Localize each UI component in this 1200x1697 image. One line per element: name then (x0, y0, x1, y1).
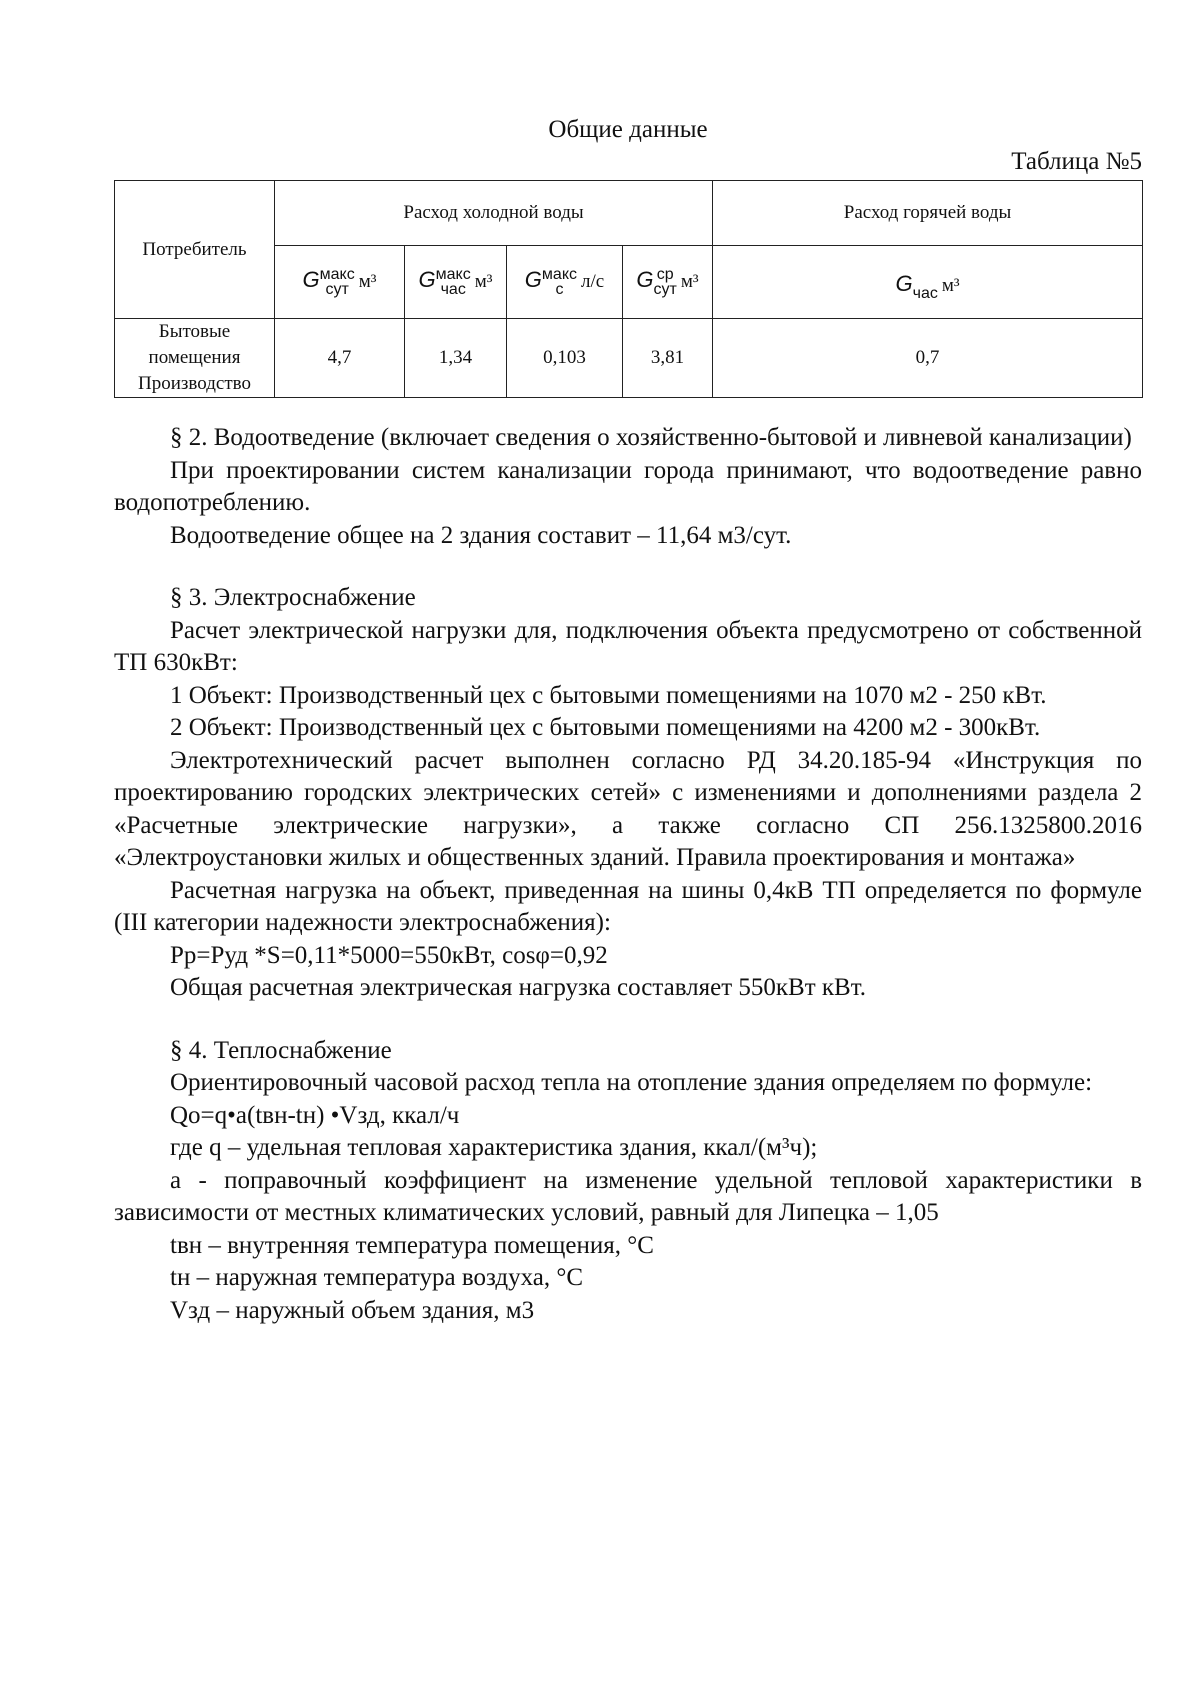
section-2-heading: § 2. Водоотведение (включает сведения о хозяйственно-бытовой и ливневой канализации) (170, 424, 1132, 451)
table-cell: 1,34 (405, 319, 507, 398)
paragraph: Ориентировочный часовой расход тепла на отопление здания определяем по формуле: (170, 1069, 1093, 1096)
paragraph: Общая расчетная электрическая нагрузка составляет 550кВт кВт. (170, 974, 867, 1001)
paragraph: При проектировании систем канализации города принимают, что водоотведение равно водопотреблению. (114, 456, 1142, 516)
column-header: G час м³ (713, 246, 1143, 319)
consumer-header: Потребитель (115, 181, 275, 319)
paragraph: Расчетная нагрузка на объект, приведенная на шины 0,4кВ ТП определяется по формуле (III категории надежности электроснабжения): (114, 876, 1142, 936)
column-header: G макс сут м³ (275, 246, 405, 319)
section-3-heading: § 3. Электроснабжение (170, 584, 416, 611)
paragraph: где q – удельная тепловая характеристика здания, ккал/(м³ч); (170, 1134, 818, 1161)
paragraph: 1 Объект: Производственный цех с бытовыми помещениями на 1070 м2 - 250 кВт. (170, 681, 1047, 709)
column-header: G ср сут м³ (623, 246, 713, 319)
paragraph: Электротехнический расчет выполнен согласно РД 34.20.185-94 «Инструкция по проектированию городских электрических сетей» с изменениями и дополнениями раздела 2 «Расчетные электрические нагрузки», а также согласно СП 256.1325800.2016 «Электроустановки жилых и общественных зданий. Правила проектирования и монтажа» (114, 746, 1142, 871)
table-cell: 3,81 (623, 319, 713, 398)
formula: Рр=Руд *S=0,11*5000=550кВт, cosφ=0,92 (170, 941, 608, 969)
consumer-cell: Бытовые помещения Производство (115, 319, 275, 398)
column-header: G макс час м³ (405, 246, 507, 319)
paragraph: tвн – внутренняя температура помещения, °С (170, 1231, 654, 1259)
column-header: G макс с л/с (507, 246, 623, 319)
table-cell: 0,103 (507, 319, 623, 398)
paragraph: а - поправочный коэффициент на изменение удельной тепловой характеристики в зависимости от местных климатических условий, равный для Липецка – 1,05 (114, 1166, 1142, 1226)
document-body (114, 422, 1142, 1327)
section-4-heading: § 4. Теплоснабжение (170, 1036, 392, 1064)
paragraph: Расчет электрической нагрузки для, подключения объекта предусмотрено от собственной ТП 630кВт: (114, 616, 1142, 676)
paragraph: 2 Объект: Производственный цех с бытовыми помещениями на 4200 м2 - 300кВт. (170, 714, 1041, 741)
page-title: Общие данные (548, 116, 708, 143)
water-consumption-table (114, 180, 1143, 398)
formula: Qo=q•a(tвн-tн) •Vзд, ккал/ч (170, 1101, 460, 1129)
table-cell: 0,7 (713, 319, 1143, 398)
cold-water-header: Расход холодной воды (275, 181, 713, 246)
paragraph: Водоотведение общее на 2 здания составит – 11,64 м3/сут. (170, 521, 792, 549)
table-cell: 4,7 (275, 319, 405, 398)
table-number: Таблица №5 (1011, 148, 1142, 175)
paragraph: Vзд – наружный объем здания, м3 (170, 1296, 535, 1324)
hot-water-header: Расход горячей воды (713, 181, 1143, 246)
paragraph: tн – наружная температура воздуха, °С (170, 1264, 584, 1291)
